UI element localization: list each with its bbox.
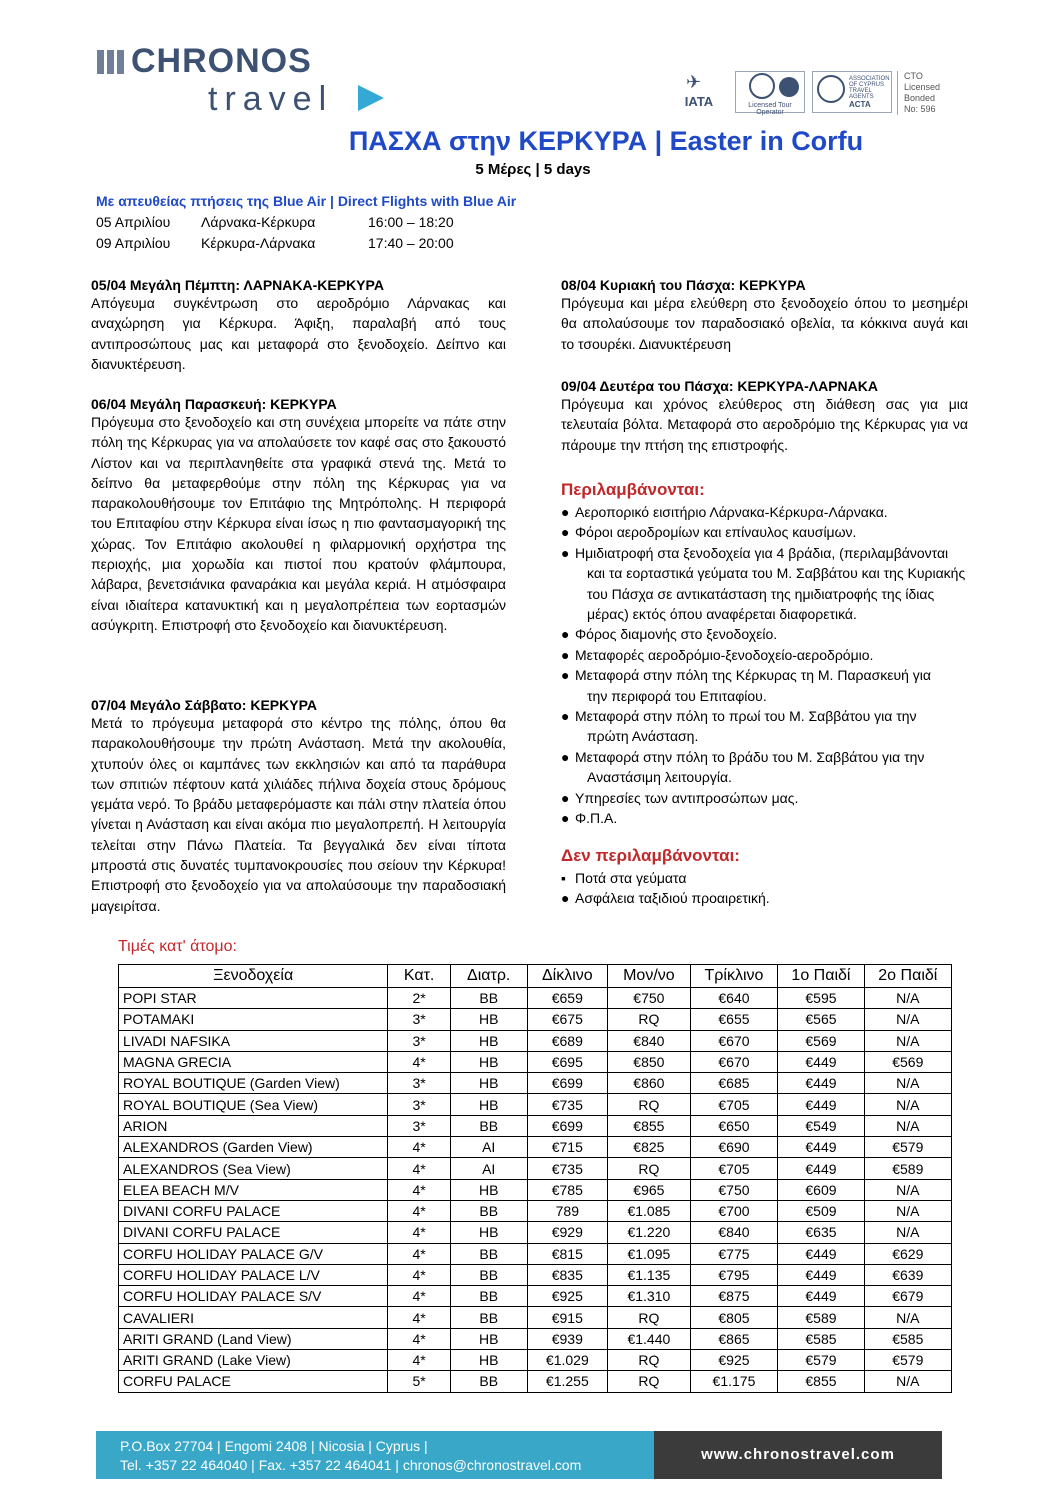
table-cell: €635 (778, 1222, 864, 1243)
table-cell: €685 (690, 1073, 778, 1094)
table-cell: €855 (608, 1115, 690, 1136)
table-cell: HB (450, 1051, 527, 1072)
table-cell: 4* (388, 1328, 451, 1349)
table-cell: €705 (690, 1094, 778, 1115)
table-cell: 3* (388, 1115, 451, 1136)
table-cell: 4* (388, 1179, 451, 1200)
table-cell: €815 (527, 1243, 608, 1264)
flight-time: 17:40 – 20:00 (368, 235, 454, 251)
table-header-cell: 1ο Παιδί (778, 965, 864, 988)
table-cell: €670 (690, 1030, 778, 1051)
table-cell: RQ (608, 1158, 690, 1179)
table-cell: 3* (388, 1009, 451, 1030)
table-cell: €655 (690, 1009, 778, 1030)
table-cell: €750 (608, 988, 690, 1009)
table-cell: €609 (778, 1179, 864, 1200)
table-cell: €659 (527, 988, 608, 1009)
table-cell: BB (450, 1200, 527, 1221)
logo-brand: CHRONOS (131, 42, 312, 80)
flight-time: 16:00 – 18:20 (368, 214, 454, 230)
hotel-name-cell: CORFU HOLIDAY PALACE G/V (119, 1243, 388, 1264)
table-cell: €965 (608, 1179, 690, 1200)
acta-text: ASSOCIATION OF CYPRUS TRAVEL AGENTS (849, 76, 890, 100)
acta-short: ACTA (849, 100, 871, 109)
not-included-heading: Δεν περιλαμβάνονται: (561, 846, 740, 865)
hotel-name-cell: DIVANI CORFU PALACE (119, 1222, 388, 1243)
table-cell: HB (450, 1350, 527, 1371)
table-cell: €509 (778, 1200, 864, 1221)
table-cell: 3* (388, 1094, 451, 1115)
table-cell: N/A (864, 1179, 951, 1200)
day-text: Πρόγευμα στο ξενοδοχείο και στη συνέχεια μπορείτε να πάτε στην πόλη της Κέρκυρας για να απολαύσετε τον καφέ σας στο ξακουστό Λίστον και να περιπλανηθείτε στα γραφικά στενά της. Μετά το δείπνο θα μεταφερθούμε στην πόλη της Κέρκυρας για να παρακολουθήσουμε τον Επιτάφιο της Μητρόπολης. Η περιφορά του Επιταφίου στην Κέρκυρα είναι ίσως η πιο φαντασμαγορική της χώρας. Τον Επιτάφιο ακολουθεί η φιλαρμονική ορχήστρα της περιοχής, μια χορωδία και πιστοί που κρατούν φλάμπουρα, λάβαρα, βενετσιάνικα φαναράκια και μεγάλα κεριά. Η ατμόσφαιρα είναι ιδιαίτερα κατανυκτική και η μεγαλοπρέπεια των εορτασμών ασύγκριτη. Επιστροφή στο ξενοδοχείο και διανυκτέρευση. (91, 414, 506, 633)
table-cell: N/A (864, 1094, 951, 1115)
table-cell: 4* (388, 1222, 451, 1243)
table-cell: €1.175 (690, 1371, 778, 1392)
bullet-icon: ● (561, 544, 570, 561)
table-header-cell: Διατρ. (450, 965, 527, 988)
table-row (119, 1243, 952, 1264)
table-cell: €705 (690, 1158, 778, 1179)
table-cell: HB (450, 1094, 527, 1115)
table-cell: RQ (608, 1371, 690, 1392)
table-cell: €449 (778, 1243, 864, 1264)
table-cell: €1.220 (608, 1222, 690, 1243)
hotel-name-cell: ALEXANDROS (Garden View) (119, 1137, 388, 1158)
table-cell: €589 (864, 1158, 951, 1179)
table-cell: N/A (864, 1200, 951, 1221)
hotel-name-cell: CORFU PALACE (119, 1371, 388, 1392)
hotel-name-cell: ARITI GRAND (Land View) (119, 1328, 388, 1349)
table-header-cell: Μον/νο (608, 965, 690, 988)
table-cell: 4* (388, 1264, 451, 1285)
table-cell: HB (450, 1222, 527, 1243)
table-cell: €925 (527, 1286, 608, 1307)
table-row (119, 1264, 952, 1285)
table-cell: RQ (608, 1009, 690, 1030)
table-cell: N/A (864, 1371, 951, 1392)
cto-line: Licensed (904, 82, 941, 92)
hotel-name-cell: CORFU HOLIDAY PALACE L/V (119, 1264, 388, 1285)
table-row (119, 1179, 952, 1200)
table-cell: RQ (608, 1307, 690, 1328)
table-cell: €1.440 (608, 1328, 690, 1349)
table-cell: €675 (527, 1009, 608, 1030)
table-cell: €735 (527, 1094, 608, 1115)
cto-line: No: 596 (904, 104, 936, 114)
table-cell: €1.255 (527, 1371, 608, 1392)
table-header-cell: Κατ. (388, 965, 451, 988)
table-cell: €825 (608, 1137, 690, 1158)
day-heading: 06/04 Μεγάλη Παρασκευή: ΚΕΡΚΥΡΑ (91, 396, 337, 412)
table-cell: €449 (778, 1137, 864, 1158)
footer-phone: Tel. +357 22 464040 | Fax. +357 22 464041 | chronos@chronostravel.com (120, 1457, 582, 1473)
cto-line: CTO (904, 71, 923, 81)
table-row (119, 1030, 952, 1051)
table-cell: 789 (527, 1200, 608, 1221)
list-item: ● Ημιδιατροφή στα ξενοδοχεία για 4 βράδια, (περιλαμβάνονται και τα εορταστικά γεύματα του Μ. Σαββάτου και της Κυριακής του Πάσχα σε αντικατάσταση της ημιδιατροφής της ίδιας μέρας) εκτός όπου αναφέρεται διαφορετικά. (561, 544, 966, 623)
table-cell: €915 (527, 1307, 608, 1328)
table-cell: BB (450, 1243, 527, 1264)
table-cell: 5* (388, 1371, 451, 1392)
day-heading: 07/04 Μεγάλο Σάββατο: ΚΕΡΚΥΡΑ (91, 697, 317, 713)
list-item: ● Υπηρεσίες των αντιπροσώπων μας. (561, 788, 968, 808)
day-text: Απόγευμα συγκέντρωση στο αεροδρόμιο Λάρνακας και αναχώρηση για Κέρκυρα. Άφιξη, παραλαβή από τους αντιπροσώπους μας και μεταφορά στο ξενοδοχείο. Δείπνο και διανυκτέρευση. (91, 295, 506, 372)
table-cell: €715 (527, 1137, 608, 1158)
table-cell: 3* (388, 1073, 451, 1094)
table-row (119, 1137, 952, 1158)
cto-badge (897, 71, 945, 115)
bullet-icon: ● (561, 646, 570, 663)
table-row (119, 1115, 952, 1136)
hotel-name-cell: ARION (119, 1115, 388, 1136)
seal-icon (749, 73, 775, 99)
table-cell: €700 (690, 1200, 778, 1221)
table-cell: €449 (778, 1286, 864, 1307)
table-body (119, 988, 952, 1393)
table-cell: €629 (864, 1243, 951, 1264)
table-cell: 2* (388, 988, 451, 1009)
table-cell: BB (450, 1115, 527, 1136)
list-item: ● Μεταφορές αεροδρόμιο-ξενοδοχείο-αεροδρόμιο. (561, 645, 968, 665)
list-item: ● Αεροπορικό εισιτήριο Λάρνακα-Κέρκυρα-Λάρνακα. (561, 502, 968, 522)
flight-date: 05 Απριλίου (96, 214, 171, 230)
hotel-name-cell: POTAMAKI (119, 1009, 388, 1030)
bullet-icon: ● (561, 667, 570, 684)
table-row (119, 1158, 952, 1179)
table-cell: HB (450, 1328, 527, 1349)
table-cell: €840 (690, 1222, 778, 1243)
table-row (119, 1073, 952, 1094)
table-cell: €549 (778, 1115, 864, 1136)
table-cell: €850 (608, 1051, 690, 1072)
table-cell: €699 (527, 1115, 608, 1136)
table-cell: 4* (388, 1137, 451, 1158)
table-cell: €699 (527, 1073, 608, 1094)
table-row (119, 1328, 952, 1349)
table-cell: BB (450, 1264, 527, 1285)
iata-badge: IATA (684, 94, 714, 109)
hotel-name-cell: ROYAL BOUTIQUE (Sea View) (119, 1094, 388, 1115)
list-item: ● Μεταφορά στην πόλη το πρωί του Μ. Σαββάτου για την πρώτη Ανάσταση. (561, 708, 917, 745)
table-cell: €579 (778, 1350, 864, 1371)
day-section (561, 277, 968, 354)
table-cell: 4* (388, 1286, 451, 1307)
hotel-name-cell: CORFU HOLIDAY PALACE S/V (119, 1286, 388, 1307)
table-header-row (119, 965, 952, 988)
list-item: ● Ασφάλεια ταξιδιού προαιρετική. (561, 888, 968, 908)
table-cell: 3* (388, 1030, 451, 1051)
table-cell: AI (450, 1158, 527, 1179)
table-cell: €939 (527, 1328, 608, 1349)
table-cell: BB (450, 988, 527, 1009)
table-row (119, 1286, 952, 1307)
table-cell: €449 (778, 1051, 864, 1072)
bullet-icon: ● (561, 708, 570, 725)
hotel-name-cell: LIVADI NAFSIKA (119, 1030, 388, 1051)
table-cell: €750 (690, 1179, 778, 1200)
table-cell: €860 (608, 1073, 690, 1094)
not-included-section (561, 846, 968, 909)
table-cell: €565 (778, 1009, 864, 1030)
bullet-icon: ● (561, 748, 570, 765)
table-row (119, 1009, 952, 1030)
table-cell: €1.310 (608, 1286, 690, 1307)
page-title: ΠΑΣΧΑ στην ΚΕΡΚΥΡΑ | Easter in Corfu (348, 126, 864, 156)
hotel-name-cell: ARITI GRAND (Lake View) (119, 1350, 388, 1371)
play-arrow-icon (358, 85, 384, 111)
hotel-name-cell: ALEXANDROS (Sea View) (119, 1158, 388, 1179)
table-cell: €569 (778, 1030, 864, 1051)
table-cell: BB (450, 1286, 527, 1307)
table-cell: €695 (527, 1051, 608, 1072)
bullet-icon: ● (561, 504, 570, 520)
table-cell: €639 (864, 1264, 951, 1285)
table-cell: BB (450, 1307, 527, 1328)
table-cell: €579 (864, 1350, 951, 1371)
hotel-name-cell: CAVALIERI (119, 1307, 388, 1328)
table-row (119, 1350, 952, 1371)
table-cell: RQ (608, 1350, 690, 1371)
included-section (561, 480, 968, 829)
table-row (119, 1200, 952, 1221)
list-item: ● Μεταφορά στην πόλη το βράδυ του Μ. Σαββάτου για την Αναστάσιμη λειτουργία. (561, 748, 925, 786)
table-header-cell: Ξενοδοχεία (119, 965, 388, 988)
day-section (561, 378, 968, 455)
footer-contact (96, 1431, 654, 1479)
flight-date: 09 Απριλίου (96, 235, 171, 251)
day-section (91, 277, 506, 374)
table-cell: €449 (778, 1264, 864, 1285)
cto-line: Bonded (904, 93, 936, 103)
table-cell: €929 (527, 1222, 608, 1243)
table-cell: €449 (778, 1073, 864, 1094)
table-cell: €875 (690, 1286, 778, 1307)
acta-seal-icon (817, 75, 845, 103)
table-cell: HB (450, 1030, 527, 1051)
day-section (91, 697, 506, 916)
table-cell: €795 (690, 1264, 778, 1285)
hotel-name-cell: MAGNA GRECIA (119, 1051, 388, 1072)
table-cell: €1.029 (527, 1350, 608, 1371)
table-cell: €690 (690, 1137, 778, 1158)
table-cell: BB (450, 1371, 527, 1392)
table-cell: €925 (690, 1350, 778, 1371)
table-cell: AI (450, 1137, 527, 1158)
table-cell: €650 (690, 1115, 778, 1136)
table-cell: HB (450, 1073, 527, 1094)
table-cell: €689 (527, 1030, 608, 1051)
table-cell: €785 (527, 1179, 608, 1200)
day-heading: 08/04 Κυριακή του Πάσχα: ΚΕΡΚΥΡΑ (561, 277, 806, 293)
table-row (119, 1051, 952, 1072)
table-row (119, 1094, 952, 1115)
table-cell: €840 (608, 1030, 690, 1051)
bullet-icon: ▪ (561, 870, 566, 886)
list-item: ● Φόρος διαμονής στο ξενοδοχείο. (561, 624, 968, 644)
table-cell: N/A (864, 1030, 951, 1051)
table-header-cell: Τρίκλινο (690, 965, 778, 988)
table-cell: €449 (778, 1094, 864, 1115)
table-cell: N/A (864, 1115, 951, 1136)
table-cell: €579 (864, 1137, 951, 1158)
flights-heading: Με απευθείας πτήσεις της Blue Air | Direct Flights with Blue Air (96, 193, 517, 209)
plane-icon (779, 77, 799, 97)
table-cell: €679 (864, 1286, 951, 1307)
list-item: ● Φ.Π.Α. (561, 808, 968, 828)
table-cell: N/A (864, 1307, 951, 1328)
table-cell: 4* (388, 1243, 451, 1264)
table-cell: €670 (690, 1051, 778, 1072)
prices-label: Τιμές κατ' άτομο: (118, 938, 237, 955)
list-item: ▪ Ποτά στα γεύματα (561, 868, 968, 888)
bullet-icon: ● (561, 810, 570, 827)
table-cell: €865 (690, 1328, 778, 1349)
table-cell: €855 (778, 1371, 864, 1392)
table-cell: RQ (608, 1094, 690, 1115)
table-row (119, 1307, 952, 1328)
licensed-operator-badge: Licensed Tour Operator (735, 71, 805, 113)
table-cell: N/A (864, 1009, 951, 1030)
table-cell: 4* (388, 1307, 451, 1328)
table-cell: €735 (527, 1158, 608, 1179)
table-cell: 4* (388, 1051, 451, 1072)
day-section (91, 396, 506, 635)
day-text: Μετά το πρόγευμα μεταφορά στο κέντρο της πόλης, όπου θα παρακολουθήσουμε την πρώτη Ανάσταση. Μετά την ακολουθία, χτυπούν όλες οι καμπάνες των εκκλησιών και από τα παράθυρα των σπιτιών πέφτουν κατά χιλιάδες πήλινα δοχεία στους δρόμους γεμάτα νερό. Το βράδυ μεταφερόμαστε και πάλι στην πλατεία όπου γίνεται η Ανάσταση και είναι ακόμα πιο μεγαλοπρεπή. Η λειτουργία τελείται στην Πάνω Πλατεία. Τα βεγγαλικά δεν είναι τίποτα μπροστά στις δυνατές τυμπανοκρουσίες που σείουν την Κέρκυρα! Επιστροφή στο ξενοδοχείο για να απολαύσουμε την παραδοσιακή μαγειρίτσα. (91, 715, 506, 914)
table-cell: €569 (864, 1051, 951, 1072)
day-heading: 05/04 Μεγάλη Πέμπτη: ΛΑΡΝΑΚΑ-ΚΕΡΚΥΡΑ (91, 277, 384, 293)
table-cell: €640 (690, 988, 778, 1009)
logo-bars (97, 50, 127, 79)
table-cell: €585 (864, 1328, 951, 1349)
table-cell: HB (450, 1009, 527, 1030)
globe-icon: ✈ (686, 72, 702, 92)
included-heading: Περιλαμβάνονται: (561, 480, 705, 499)
table-cell: HB (450, 1179, 527, 1200)
hotel-name-cell: POPI STAR (119, 988, 388, 1009)
table-cell: N/A (864, 988, 951, 1009)
page-subtitle: 5 Μέρες | 5 days (475, 161, 591, 178)
table-cell: 4* (388, 1158, 451, 1179)
hotel-name-cell: DIVANI CORFU PALACE (119, 1200, 388, 1221)
footer-address: P.O.Box 27704 | Engomi 2408 | Nicosia | Cyprus | (120, 1438, 428, 1454)
table-cell: N/A (864, 1073, 951, 1094)
table-cell: 4* (388, 1200, 451, 1221)
table-cell: €585 (778, 1328, 864, 1349)
day-text: Πρόγευμα και μέρα ελεύθερη στο ξενοδοχείο όπου το μεσημέρι θα απολαύσουμε τον παραδοσιακό οβελία, τα κόκκινα αυγά και το τσουρέκι. Διανυκτέρευση (561, 295, 968, 352)
table-cell: 4* (388, 1350, 451, 1371)
footer-website[interactable]: www.chronostravel.com (654, 1431, 942, 1479)
bullet-icon: ● (561, 524, 570, 541)
table-cell: €805 (690, 1307, 778, 1328)
table-row (119, 988, 952, 1009)
bullet-icon: ● (561, 789, 570, 806)
bullet-icon: ● (561, 890, 570, 907)
logo-sub: travel (208, 80, 334, 118)
bullet-icon: ● (561, 626, 570, 643)
table-cell: €835 (527, 1264, 608, 1285)
table-header-cell: Δίκλινο (527, 965, 608, 988)
flight-route: Λάρνακα-Κέρκυρα (201, 214, 316, 230)
flight-route: Κέρκυρα-Λάρνακα (201, 235, 316, 251)
table-row (119, 1371, 952, 1392)
table-cell: €1.085 (608, 1200, 690, 1221)
day-heading: 09/04 Δευτέρα του Πάσχα: ΚΕΡΚΥΡΑ-ΛΑΡΝΑΚΑ (561, 378, 878, 394)
table-cell: N/A (864, 1222, 951, 1243)
table-cell: €1.135 (608, 1264, 690, 1285)
table-cell: €775 (690, 1243, 778, 1264)
list-item: ● Φόροι αεροδρομίων και επίναυλος καυσίμων. (561, 522, 968, 542)
table-cell: €449 (778, 1158, 864, 1179)
table-cell: €589 (778, 1307, 864, 1328)
hotel-name-cell: ELEA BEACH M/V (119, 1179, 388, 1200)
day-text: Πρόγευμα και χρόνος ελεύθερος στη διάθεση σας για μια τελευταία βόλτα. Μεταφορά στο αεροδρόμιο της Κέρκυρας για να πάρουμε την πτήση της επιστροφής. (561, 396, 968, 453)
hotel-name-cell: ROYAL BOUTIQUE (Garden View) (119, 1073, 388, 1094)
table-header-cell: 2ο Παιδί (864, 965, 951, 988)
list-item: ● Μεταφορά στην πόλη της Κέρκυρας τη Μ. Παρασκευή για την περιφορά του Επιταφίου. (561, 667, 932, 704)
table-cell: €1.095 (608, 1243, 690, 1264)
price-table (118, 964, 952, 1393)
table-cell: €595 (778, 988, 864, 1009)
table-row (119, 1222, 952, 1243)
